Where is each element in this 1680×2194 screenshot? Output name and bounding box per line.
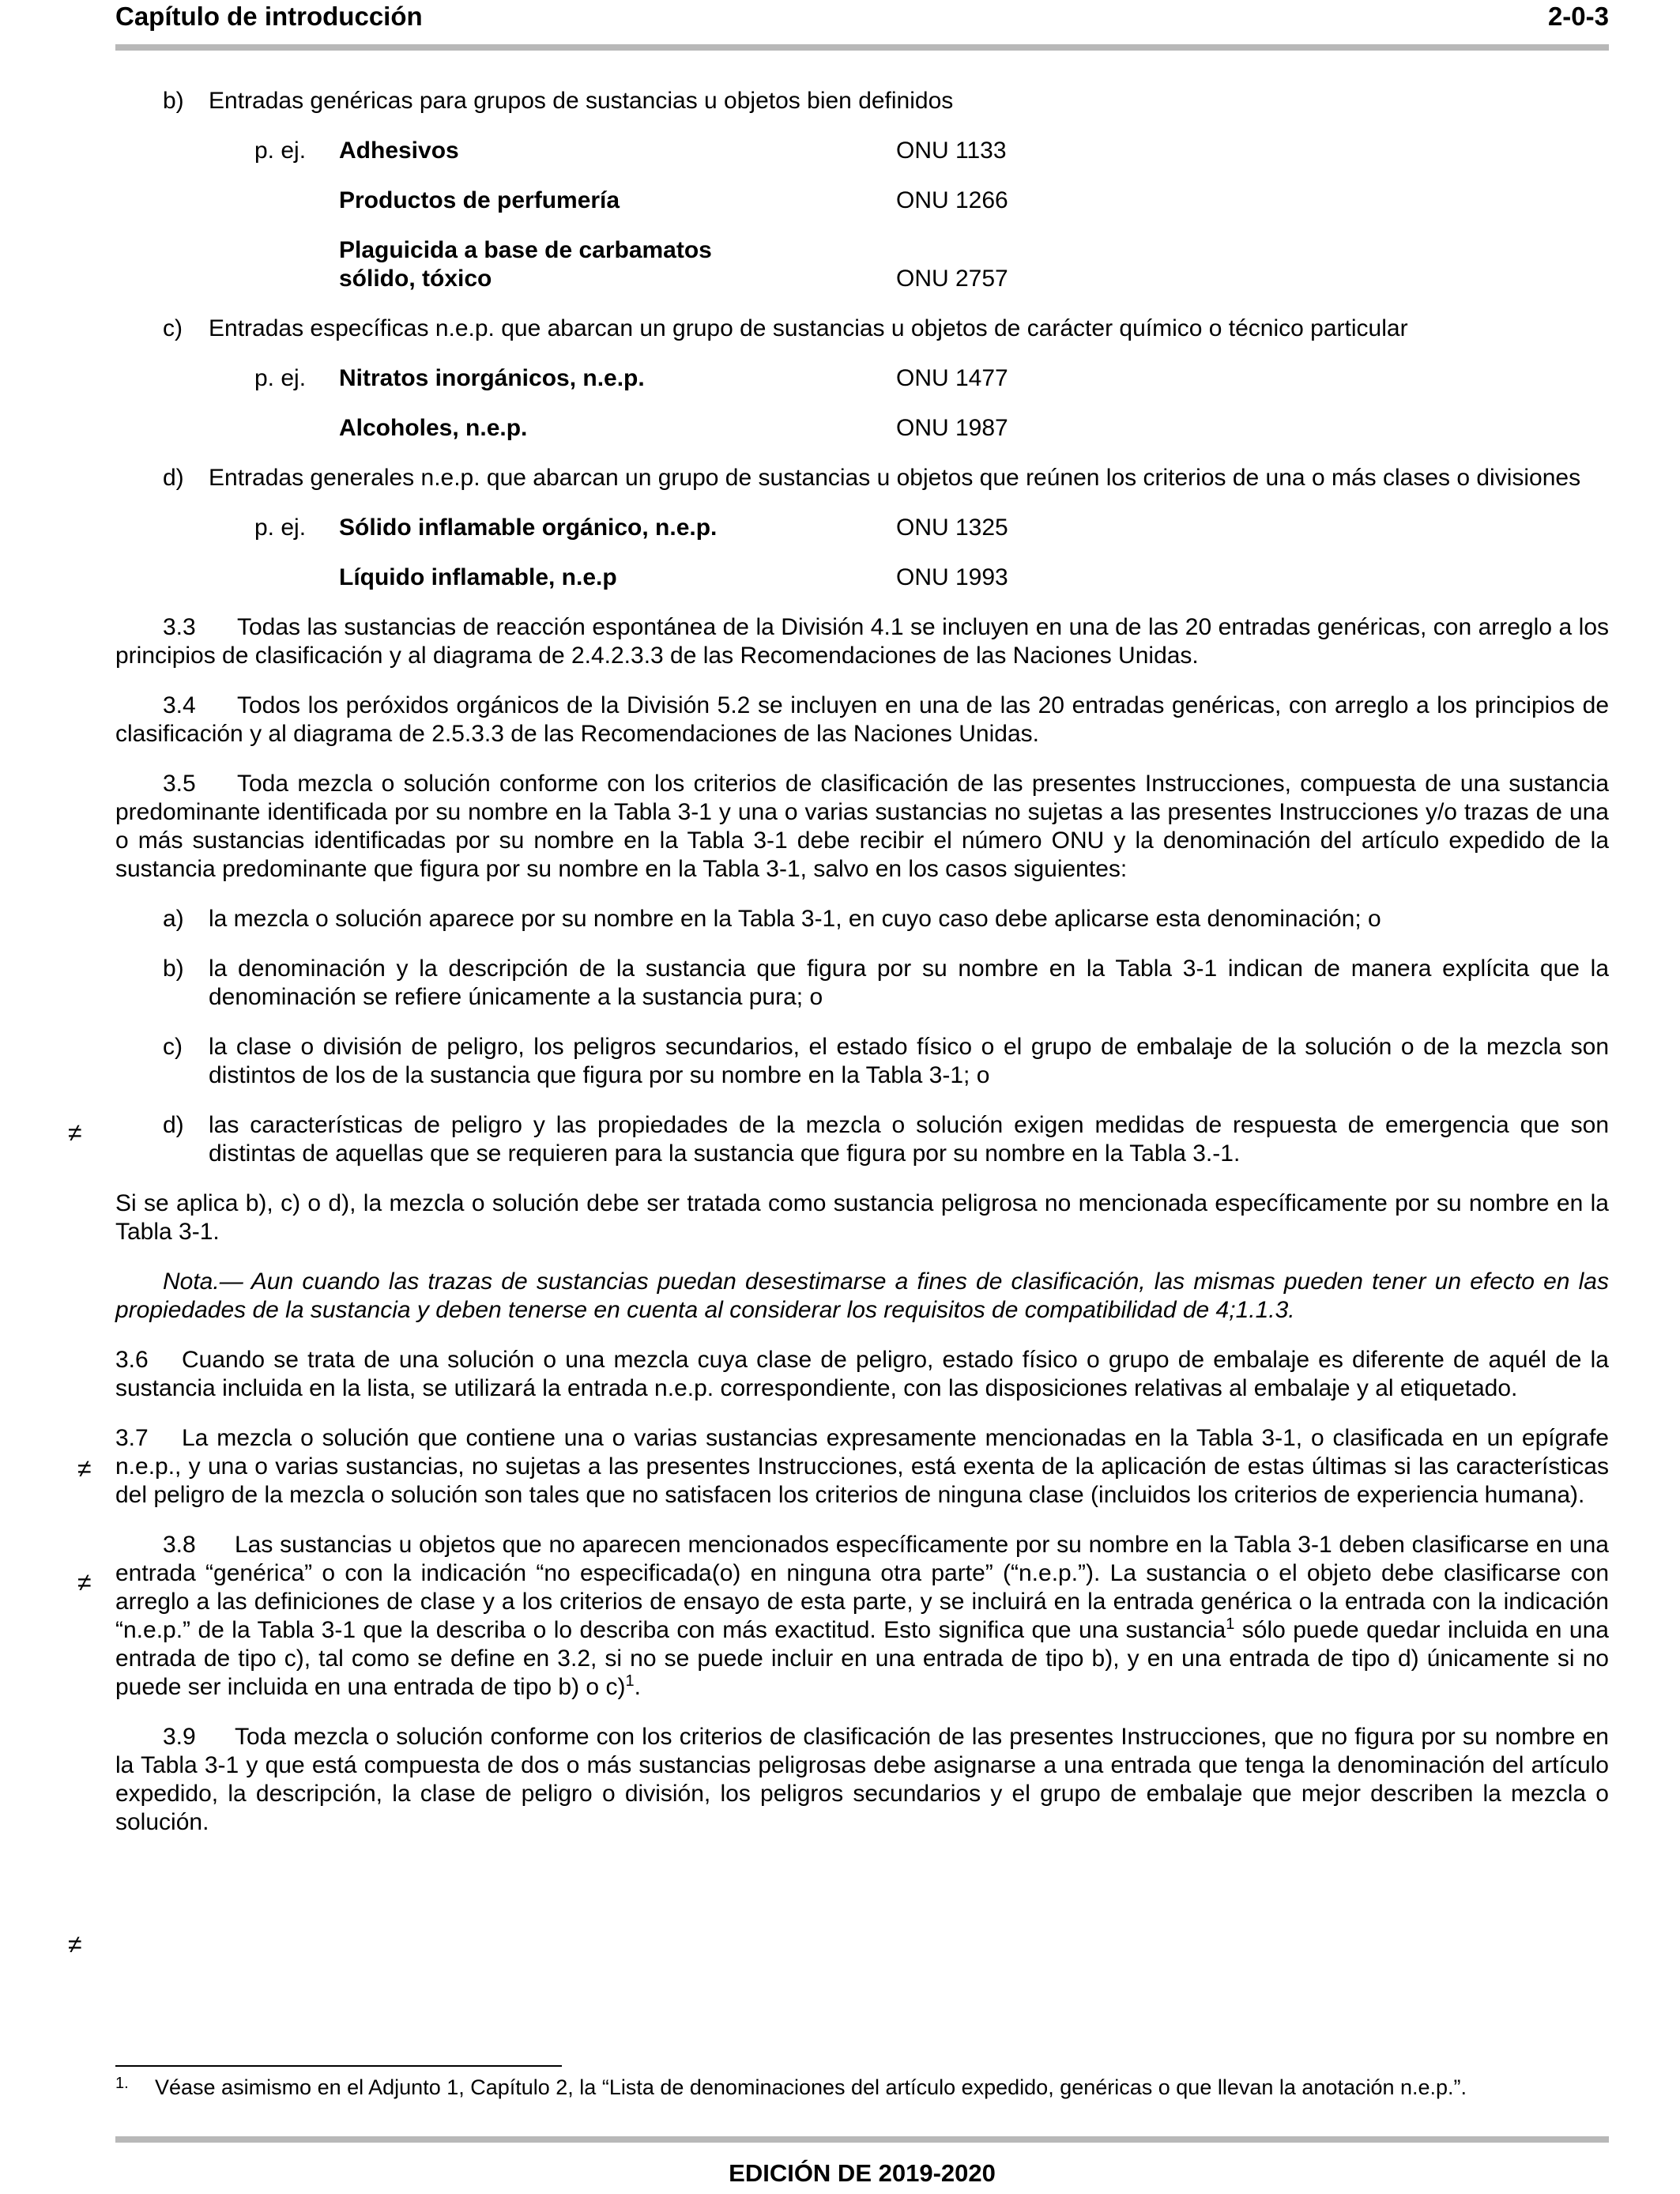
paragraph-text: Cuando se trata de una solución o una mezcla cuya clase de peligro, estado físico o grupo de embalaje es diferente de aquél de la sustancia incluida en la lista, se utilizará la entrada n.e.p. correspondiente, con las disposiciones relativas al embalaje y al etiquetado. [115,1347,1609,1401]
list-label: d) [163,465,184,491]
list-label: c) [163,1034,183,1060]
list-item-c [115,1033,1609,1090]
list-text: la mezcla o solución aparece por su nombre en la Tabla 3-1, en cuyo caso debe aplicarse esta denominación; o [209,906,1381,932]
page-header [115,0,1609,44]
example-onu: ONU 1987 [896,415,1008,441]
footnote-ref[interactable]: 1 [625,1672,635,1690]
example-onu: ONU 1993 [896,564,1008,590]
footer-rule [115,2136,1609,2143]
example-row [115,514,1609,542]
paragraph-text: Todos los peróxidos orgánicos de la División 5.2 se incluyen en una de las 20 entradas genéricas, con arreglo a los principios de clasificación y al diagrama de 2.5.3.3 de las Recomendaciones de las Naciones Unidas. [115,692,1609,747]
paragraph-text: . [634,1674,641,1700]
example-name-line: sólido, tóxico [339,266,492,292]
list-label: b) [163,956,184,982]
example-name: Adhesivos [339,138,459,164]
paragraph-text: Las sustancias u objetos que no aparecen mencionados específicamente por su nombre en la Tabla 3-1 deben clasificarse en una entrada “genérica” o con la indicación “no especificada(o) en ninguna otra parte” (“n.e.p.”). La sustancia o el objeto debe clasificarse con arreglo a las definiciones de clase y a los criterios de ensayo de esta parte, y se incluirá en la entrada genérica o la entrada con la indicación “n.e.p.” de la Tabla 3-1 que la describa o lo describa con más exactitud. Esto significa que una sustancia [115,1532,1609,1643]
paragraph-number: 3.3 [163,614,196,640]
list-label: d) [163,1112,184,1138]
example-name-line: Plaguicida a base de carbamatos [339,237,712,263]
example-onu: ONU 1266 [896,187,1008,213]
example-name: Productos de perfumería [339,187,620,213]
footnote-ref[interactable]: 1 [1226,1615,1235,1633]
example-prefix: p. ej. [254,138,307,164]
paragraph-3-4 [115,692,1609,748]
list-text: Entradas generales n.e.p. que abarcan un grupo de sustancias u objetos que reúnen los criterios de una o más clases o divisiones [209,465,1581,491]
example-name: Alcoholes, n.e.p. [339,415,528,441]
list-label: a) [163,906,184,932]
example-onu: ONU 1325 [896,515,1008,541]
chapter-title: Capítulo de introducción [115,2,423,31]
paragraph-text: Toda mezcla o solución conforme con los criterios de clasificación de las presentes Instrucciones, compuesta de una sustancia predominante identificada por su nombre en la Tabla 3-1 y una o varias sustancias no sujetas a las presentes Instrucciones y/o trazas de una o más sustancias identificadas por su nombre en la Tabla 3-1 debe recibir el número ONU y la denominación del artículo expedido de la sustancia predominante que figura por su nombre en la Tabla 3-1, salvo en los casos siguientes: [115,771,1609,882]
change-mark-37: ≠ [77,1568,92,1596]
example-row [115,564,1609,592]
list-text: la clase o división de peligro, los peligros secundarios, el estado físico o el grupo de embalaje de la solución o de la mezcla son distintos de los de la sustancia que figura por su nombre en la Tabla 3-1; o [209,1034,1609,1088]
list-text: las características de peligro y las propiedades de la mezcla o solución exigen medidas de respuesta de emergencia que son distintas de aquellas que se requieren para la sustancia que figura por su nombre en la Tabla 3.-1. [209,1112,1609,1167]
list-item-d [115,464,1609,492]
example-onu: ONU 1477 [896,365,1008,391]
example-name [339,236,892,293]
paragraph-3-8 [115,1531,1609,1702]
paragraph-number: 3.5 [163,771,196,797]
example-prefix: p. ej. [254,515,307,541]
list-item-d [115,1111,1609,1168]
example-row [115,414,1609,443]
example-onu: ONU 2757 [896,266,1008,292]
example-row [115,187,1609,215]
example-row [115,137,1609,165]
example-row [115,364,1609,393]
change-mark-36: ≠ [77,1454,92,1483]
example-prefix: p. ej. [254,365,307,391]
list-text: Entradas específicas n.e.p. que abarcan un grupo de sustancias u objetos de carácter químico o técnico particular [209,315,1408,341]
change-mark-39: ≠ [68,1930,82,1958]
list-label: c) [163,315,183,341]
list-item-b [115,87,1609,115]
footnote [115,2075,1609,2100]
paragraph-3-7 [115,1424,1609,1510]
list-item-b [115,955,1609,1012]
paragraph-text: Toda mezcla o solución conforme con los criterios de clasificación de las presentes Instrucciones, que no figura por su nombre en la Tabla 3-1 y que está compuesta de dos o más sustancias peligrosas debe asignarse a una entrada que tenga la denominación del artículo expedido, la descripción, la clase de peligro o división, los peligros secundarios y el grupo de embalaje que mejor describen la mezcla o solución. [115,1724,1609,1835]
paragraph-number: 3.8 [163,1532,196,1558]
paragraph-number: 3.6 [115,1347,149,1373]
header-rule [115,44,1609,51]
paragraph-number: 3.7 [115,1425,149,1451]
paragraph-after-list: Si se aplica b), c) o d), la mezcla o solución debe ser tratada como sustancia peligrosa no mencionada específicamente por su nombre en la Tabla 3-1. [115,1190,1609,1245]
paragraph-text: Todas las sustancias de reacción espontánea de la División 4.1 se incluyen en una de las 20 entradas genéricas, con arreglo a los principios de clasificación y al diagrama de 2.4.2.3.3 de las Recomendaciones de las Naciones Unidas. [115,614,1609,669]
example-onu: ONU 1133 [896,138,1007,164]
change-mark-35c: ≠ [68,1118,82,1147]
list-item-c [115,315,1609,343]
footnote-number: 1. [115,2075,129,2092]
paragraph-number: 3.4 [163,692,196,718]
paragraph-3-3 [115,613,1609,670]
list-item-a [115,905,1609,933]
footnote-text: Véase asimismo en el Adjunto 1, Capítulo 2, la “Lista de denominaciones del artículo expedido, genéricas o que llevan la anotación n.e.p.”. [155,2075,1467,2099]
list-text: la denominación y la descripción de la sustancia que figura por su nombre en la Tabla 3-1 indican de manera explícita que la denominación se refiere únicamente a la sustancia pura; o [209,956,1609,1010]
edition-footer: EDICIÓN DE 2019-2020 [729,2159,996,2187]
paragraph-text: sólo puede quedar incluida en una entrada de tipo c), tal como se define en 3.2, si no se puede incluir en una entrada de tipo b), y en una entrada de tipo d) únicamente si no puede ser incluida en una entrada de tipo b) o c) [115,1617,1609,1700]
note: Nota.— Aun cuando las trazas de sustancias puedan desestimarse a fines de clasificación, las mismas pueden tener un efecto en las propiedades de la sustancia y deben tenerse en cuenta al considerar los requisitos de compatibilidad de 4;1.1.3. [115,1269,1609,1323]
list-text: Entradas genéricas para grupos de sustancias u objetos bien definidos [209,88,954,114]
paragraph-3-6 [115,1346,1609,1403]
list-label: b) [163,88,184,114]
footnote-separator [115,2065,562,2067]
paragraph-3-9 [115,1723,1609,1837]
page-content [115,87,1609,1858]
paragraph-3-5 [115,770,1609,884]
example-name: Sólido inflamable orgánico, n.e.p. [339,515,718,541]
example-row [115,236,1609,293]
paragraph-text: La mezcla o solución que contiene una o varias sustancias expresamente mencionadas en la Tabla 3-1, o clasificada en un epígrafe n.e.p., y una o varias sustancias, no sujetas a las presentes Instrucciones, está exenta de la aplicación de estas últimas si las características del peligro de la mezcla o solución son tales que no satisfacen los criterios de ninguna clase (incluidos los criterios de experiencia humana). [115,1425,1609,1508]
example-name: Nitratos inorgánicos, n.e.p. [339,365,645,391]
page-number: 2-0-3 [1547,2,1609,31]
paragraph-number: 3.9 [163,1724,196,1750]
example-name: Líquido inflamable, n.e.p [339,564,617,590]
